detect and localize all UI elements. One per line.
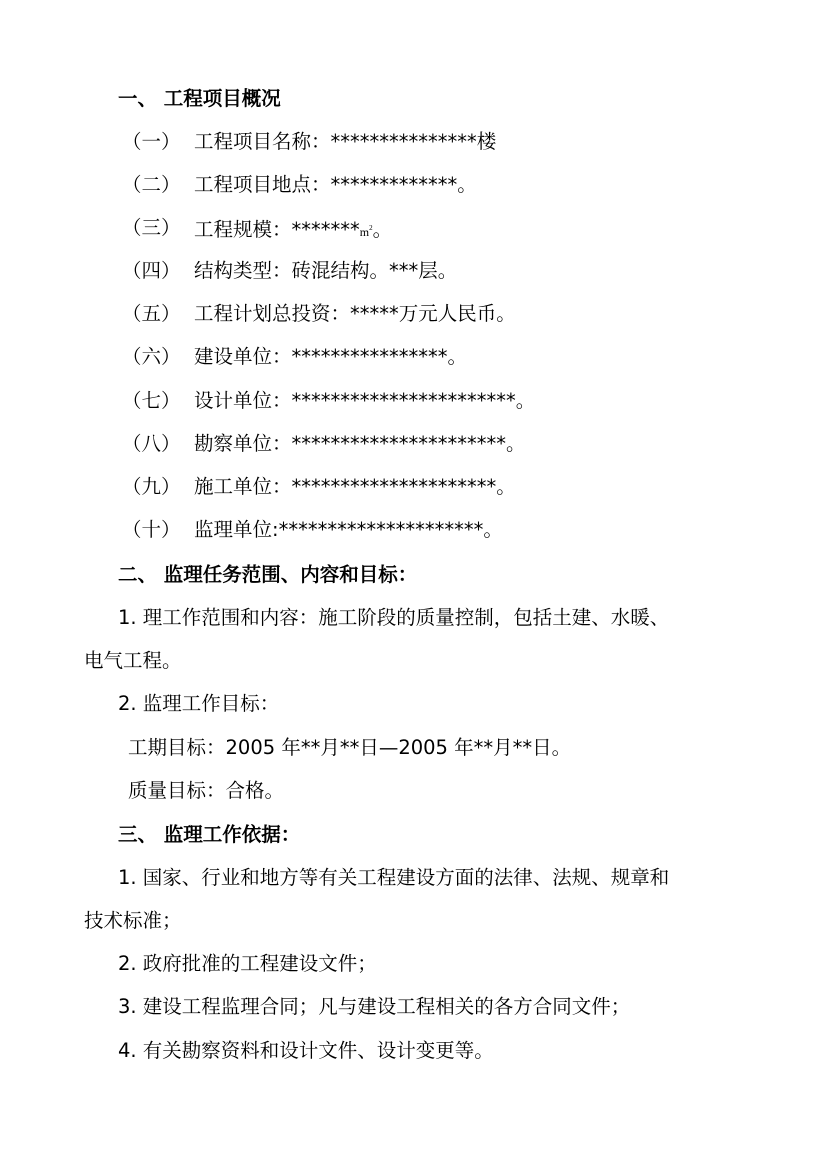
project-item: [122, 172, 477, 198]
project-item: [122, 258, 457, 284]
project-item: [122, 344, 467, 370]
item-text: 工程计划总投资：*****万元人民币。: [194, 302, 516, 325]
item-number: （七）: [122, 389, 181, 412]
project-item: [122, 129, 496, 155]
paragraph: 2. 政府批准的工程建设文件；: [118, 952, 377, 975]
item-text: 工程项目名称：***************楼: [194, 130, 497, 153]
item-number: （三）: [122, 216, 181, 239]
paragraph-continuation: 电气工程。: [84, 649, 182, 672]
item-number: （八）: [122, 432, 181, 455]
item-text: 监理单位:*********************。: [194, 518, 503, 541]
paragraph: 3. 建设工程监理合同；凡与建设工程相关的各方合同文件；: [118, 995, 631, 1018]
item-number: （二）: [122, 173, 181, 196]
project-item: [122, 431, 526, 457]
item-number: （九）: [122, 475, 181, 498]
schedule-goal: 工期目标：2005 年**月**日—2005 年**月**日。: [128, 736, 572, 759]
item-number: （一）: [122, 130, 181, 153]
item-text: 结构类型：砖混结构。***层。: [194, 259, 458, 282]
item-text: 设计单位：***********************。: [194, 389, 536, 412]
item-number: （十）: [122, 518, 181, 541]
item-number: （六）: [122, 345, 181, 368]
section-2-heading: 二、 监理任务范围、内容和目标：: [118, 563, 418, 586]
item-text: 建设单位：****************。: [194, 345, 468, 368]
item-text: 施工单位：*********************。: [194, 475, 516, 498]
project-item: [122, 388, 535, 414]
item-text: 工程规模：$*******m^2$。: [194, 218, 393, 241]
area-unit: $m^2$: [359, 224, 373, 239]
quality-goal: 质量目标：合格。: [128, 779, 285, 802]
project-item: [122, 474, 516, 500]
item-text: 工程项目地点：*************。: [194, 173, 477, 196]
paragraph-continuation: 技术标准；: [84, 909, 182, 932]
item-number: （四）: [122, 259, 181, 282]
paragraph: 2. 监理工作目标：: [118, 692, 280, 715]
paragraph: 4. 有关勘察资料和设计文件、设计变更等。: [118, 1039, 494, 1062]
section-1-heading: 一、 工程项目概况: [118, 87, 281, 110]
project-item: [122, 215, 392, 245]
item-number: （五）: [122, 302, 181, 325]
section-3-heading: 三、 监理工作依据：: [118, 823, 301, 846]
item-text: 勘察单位：**********************。: [194, 432, 526, 455]
paragraph: 1. 国家、行业和地方等有关工程建设方面的法律、法规、规章和: [118, 866, 670, 889]
project-item: [122, 301, 516, 327]
project-item: [122, 517, 503, 543]
paragraph: 1. 理工作范围和内容：施工阶段的质量控制，包括土建、水暖、: [118, 606, 670, 629]
item-label: 工程规模：*******: [194, 218, 360, 241]
